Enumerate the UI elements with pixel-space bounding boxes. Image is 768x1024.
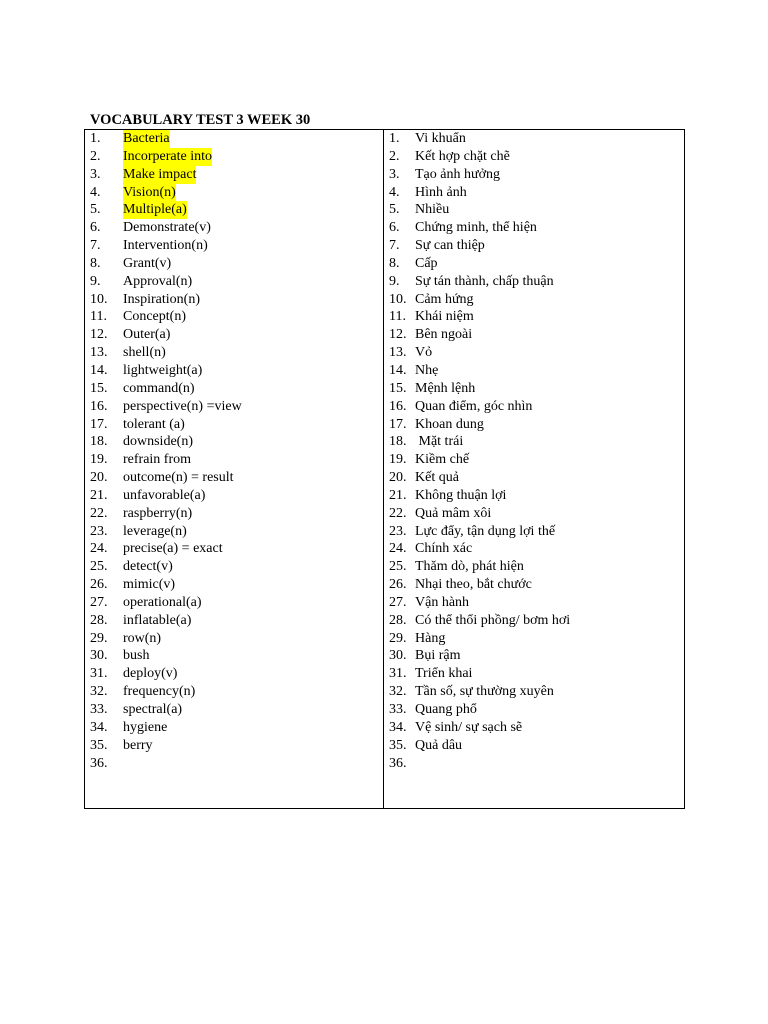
item-term: Nhiều <box>415 202 450 218</box>
english-row <box>85 487 383 505</box>
english-row <box>85 344 383 362</box>
item-term: Demonstrate(v) <box>123 220 211 236</box>
item-term: Mệnh lệnh <box>415 380 476 396</box>
item-term: Grant(v) <box>123 255 172 271</box>
item-number: 34. <box>90 719 108 735</box>
vietnamese-row <box>384 451 684 469</box>
english-row <box>85 148 383 166</box>
english-row <box>85 362 383 380</box>
english-row <box>85 273 383 291</box>
item-number: 2. <box>389 148 400 164</box>
item-number: 16. <box>90 398 108 414</box>
item-number: 12. <box>389 327 407 343</box>
vietnamese-row <box>384 148 684 166</box>
item-term: Bacteria <box>123 131 170 146</box>
english-row <box>85 201 383 219</box>
english-row <box>85 166 383 184</box>
english-row <box>85 630 383 648</box>
item-number: 26. <box>90 577 108 593</box>
english-row <box>85 308 383 326</box>
item-term: Quan điểm, góc nhìn <box>415 398 533 414</box>
item-term: inflatable(a) <box>123 612 192 628</box>
item-term: Vỏ <box>415 345 433 361</box>
english-row <box>85 612 383 630</box>
item-number: 30. <box>389 648 407 664</box>
item-number: 36. <box>90 755 108 771</box>
item-term: outcome(n) = result <box>123 470 234 486</box>
vietnamese-row <box>384 255 684 273</box>
item-number: 28. <box>389 612 407 628</box>
item-term: Nhại theo, bắt chước <box>415 577 532 593</box>
item-number: 10. <box>90 291 108 307</box>
item-number: 31. <box>389 666 407 682</box>
vietnamese-row <box>384 184 684 202</box>
english-row <box>85 380 383 398</box>
vietnamese-row <box>384 523 684 541</box>
item-term: deploy(v) <box>123 666 178 682</box>
vietnamese-row <box>384 612 684 630</box>
vietnamese-row <box>384 130 684 148</box>
item-number: 9. <box>389 273 400 289</box>
item-number: 25. <box>90 559 108 575</box>
item-number: 10. <box>389 291 407 307</box>
english-row <box>85 326 383 344</box>
english-column <box>85 130 384 808</box>
item-term: Khoan dung <box>415 416 484 432</box>
vietnamese-row <box>384 558 684 576</box>
item-number: 28. <box>90 612 108 628</box>
english-row <box>85 540 383 558</box>
english-row <box>85 719 383 737</box>
item-term: Kết hợp chặt chẽ <box>415 148 510 164</box>
vietnamese-row <box>384 719 684 737</box>
item-number: 3. <box>389 166 400 182</box>
english-row <box>85 683 383 701</box>
item-number: 8. <box>389 255 400 271</box>
item-number: 1. <box>389 131 400 146</box>
english-row <box>85 665 383 683</box>
item-number: 29. <box>389 630 407 646</box>
vietnamese-row <box>384 273 684 291</box>
item-term: command(n) <box>123 380 195 396</box>
vocabulary-table <box>84 129 685 809</box>
item-number: 31. <box>90 666 108 682</box>
english-row <box>85 505 383 523</box>
item-number: 9. <box>90 273 101 289</box>
english-row <box>85 558 383 576</box>
item-number: 6. <box>90 220 101 236</box>
item-number: 1. <box>90 131 101 146</box>
item-term: Concept(n) <box>123 309 186 325</box>
vietnamese-row <box>384 362 684 380</box>
item-term: Triển khai <box>415 666 473 682</box>
item-term: Cấp <box>415 255 438 271</box>
vietnamese-row <box>384 326 684 344</box>
english-row <box>85 219 383 237</box>
item-number: 17. <box>90 416 108 432</box>
item-term: Thăm dò, phát hiện <box>415 559 524 575</box>
item-number: 35. <box>389 737 407 753</box>
item-number: 24. <box>90 541 108 557</box>
item-number: 34. <box>389 719 407 735</box>
vietnamese-row <box>384 647 684 665</box>
item-number: 14. <box>389 362 407 378</box>
item-number: 2. <box>90 148 101 164</box>
item-term: Bên ngoài <box>415 327 473 343</box>
vietnamese-row <box>384 683 684 701</box>
item-term: Chính xác <box>415 541 473 557</box>
item-number: 7. <box>90 238 101 254</box>
vietnamese-row <box>384 291 684 309</box>
item-term: Intervention(n) <box>123 238 208 254</box>
vietnamese-row <box>384 487 684 505</box>
vietnamese-column <box>384 130 684 808</box>
item-number: 35. <box>90 737 108 753</box>
english-row <box>85 398 383 416</box>
item-number: 27. <box>90 594 108 610</box>
item-number: 22. <box>389 505 407 521</box>
item-term: lightweight(a) <box>123 362 203 378</box>
item-number: 7. <box>389 238 400 254</box>
item-term: frequency(n) <box>123 684 196 700</box>
english-row <box>85 469 383 487</box>
english-row <box>85 576 383 594</box>
item-number: 18. <box>389 434 407 450</box>
item-number: 20. <box>389 470 407 486</box>
vietnamese-row <box>384 344 684 362</box>
vietnamese-row <box>384 755 684 773</box>
vietnamese-row <box>384 737 684 755</box>
item-term: Vision(n) <box>123 184 176 200</box>
item-term: Mặt trái <box>415 434 464 450</box>
page-title: VOCABULARY TEST 3 WEEK 30 <box>90 112 311 128</box>
item-term: spectral(a) <box>123 702 183 717</box>
vietnamese-row <box>384 201 684 219</box>
item-number: 13. <box>90 345 108 361</box>
item-term: Make impact <box>123 166 197 182</box>
english-row <box>85 184 383 202</box>
vietnamese-row <box>384 219 684 237</box>
item-number: 33. <box>389 702 407 717</box>
item-term: raspberry(n) <box>123 505 193 521</box>
english-row <box>85 451 383 469</box>
item-term: Quả dâu <box>415 737 463 753</box>
item-number: 11. <box>389 309 406 325</box>
item-term: Hình ảnh <box>415 184 467 200</box>
item-term: shell(n) <box>123 345 166 361</box>
item-number: 17. <box>389 416 407 432</box>
item-number: 13. <box>389 345 407 361</box>
vietnamese-list <box>384 130 684 772</box>
item-number: 15. <box>389 380 407 396</box>
vietnamese-row <box>384 576 684 594</box>
item-number: 23. <box>389 523 407 539</box>
item-term: Vi khuẩn <box>415 131 466 146</box>
vietnamese-row <box>384 701 684 719</box>
item-term: Lực đẩy, tận dụng lợi thế <box>415 523 556 539</box>
item-number: 21. <box>389 487 407 503</box>
item-number: 21. <box>90 487 108 503</box>
english-row <box>85 594 383 612</box>
item-term: tolerant (a) <box>123 416 185 432</box>
item-term: Có thể thổi phồng/ bơm hơi <box>415 612 571 628</box>
item-number: 20. <box>90 470 108 486</box>
item-term: Vệ sinh/ sự sạch sẽ <box>415 719 523 735</box>
vietnamese-row <box>384 237 684 255</box>
item-number: 30. <box>90 648 108 664</box>
item-term: operational(a) <box>123 594 202 610</box>
vietnamese-row <box>384 380 684 398</box>
item-number: 5. <box>90 202 101 218</box>
item-term: precise(a) = exact <box>123 541 223 557</box>
item-number: 11. <box>90 309 107 325</box>
item-term: row(n) <box>123 630 162 646</box>
item-term: Kết quả <box>415 470 459 486</box>
item-term: leverage(n) <box>123 523 187 539</box>
vietnamese-row <box>384 308 684 326</box>
item-term: Quả mâm xôi <box>415 505 492 521</box>
item-number: 3. <box>90 166 101 182</box>
item-number: 27. <box>389 594 407 610</box>
item-number: 29. <box>90 630 108 646</box>
item-number: 36. <box>389 755 407 771</box>
item-number: 22. <box>90 505 108 521</box>
english-row <box>85 755 383 773</box>
item-term: Tần số, sự thường xuyên <box>415 684 554 700</box>
item-term: mimic(v) <box>123 577 176 593</box>
vietnamese-row <box>384 166 684 184</box>
english-row <box>85 255 383 273</box>
item-number: 6. <box>389 220 400 236</box>
item-term: Nhẹ <box>415 362 439 378</box>
item-term: Inspiration(n) <box>123 291 200 307</box>
item-number: 18. <box>90 434 108 450</box>
item-number: 24. <box>389 541 407 557</box>
vietnamese-row <box>384 469 684 487</box>
item-term: bush <box>123 648 150 664</box>
item-term: Kiềm chế <box>415 452 470 468</box>
item-number: 32. <box>389 684 407 700</box>
item-term: Multiple(a) <box>123 202 187 218</box>
item-number: 16. <box>389 398 407 414</box>
item-number: 19. <box>389 452 407 468</box>
vietnamese-row <box>384 398 684 416</box>
item-number: 26. <box>389 577 407 593</box>
english-row <box>85 701 383 719</box>
item-term: hygiene <box>123 719 168 735</box>
english-list <box>85 130 383 772</box>
item-term: Khái niệm <box>415 309 474 325</box>
item-term: Cảm hứng <box>415 291 474 307</box>
english-row <box>85 523 383 541</box>
item-term: Sự can thiệp <box>415 238 485 254</box>
item-term: Vận hành <box>415 594 470 610</box>
item-term: Incorperate into <box>123 148 213 164</box>
item-number: 32. <box>90 684 108 700</box>
item-number: 15. <box>90 380 108 396</box>
vietnamese-row <box>384 433 684 451</box>
item-term: downside(n) <box>123 434 193 450</box>
item-term: Không thuận lợi <box>415 487 507 503</box>
item-number: 33. <box>90 702 108 717</box>
item-term: refrain from <box>123 452 192 468</box>
item-term: Tạo ảnh hưởng <box>415 166 500 182</box>
item-number: 23. <box>90 523 108 539</box>
english-row <box>85 647 383 665</box>
english-row <box>85 130 383 148</box>
english-row <box>85 291 383 309</box>
vietnamese-row <box>384 505 684 523</box>
item-term: Quang phổ <box>415 702 477 717</box>
item-number: 19. <box>90 452 108 468</box>
item-number: 8. <box>90 255 101 271</box>
item-number: 12. <box>90 327 108 343</box>
item-term: perspective(n) =view <box>123 398 242 414</box>
item-term: Bụi rậm <box>415 648 461 664</box>
item-number: 4. <box>90 184 101 200</box>
item-term: Hàng <box>415 630 446 646</box>
item-term: berry <box>123 737 153 753</box>
vietnamese-row <box>384 630 684 648</box>
item-number: 5. <box>389 202 400 218</box>
item-number: 14. <box>90 362 108 378</box>
english-row <box>85 416 383 434</box>
item-number: 4. <box>389 184 400 200</box>
vietnamese-row <box>384 540 684 558</box>
item-term: Outer(a) <box>123 327 171 343</box>
item-term: detect(v) <box>123 559 173 575</box>
vietnamese-row <box>384 416 684 434</box>
english-row <box>85 433 383 451</box>
item-number: 25. <box>389 559 407 575</box>
english-row <box>85 237 383 255</box>
item-term: Chứng minh, thể hiện <box>415 220 537 236</box>
item-term: unfavorable(a) <box>123 487 206 503</box>
item-term: Approval(n) <box>123 273 193 289</box>
vietnamese-row <box>384 594 684 612</box>
english-row <box>85 737 383 755</box>
item-term: Sự tán thành, chấp thuận <box>415 273 554 289</box>
vietnamese-row <box>384 665 684 683</box>
